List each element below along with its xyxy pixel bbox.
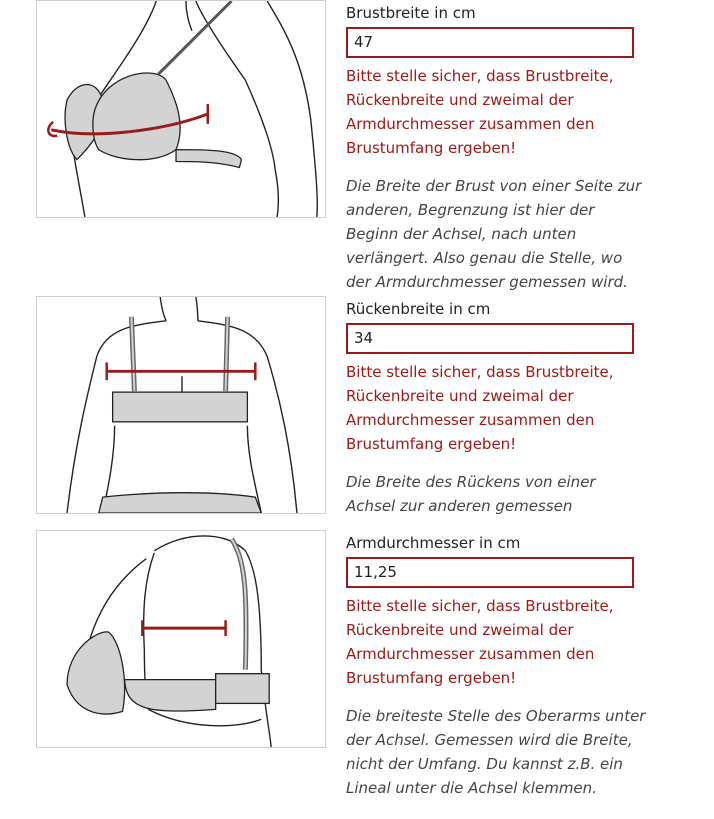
chest-width-label: Brustbreite in cm [346,4,476,22]
arm-diameter-field-group [346,533,646,800]
arm-diameter-help: Die breiteste Stelle des Oberarms unter der Achsel. Gemessen wird die Breite, nicht der Umfang. Du kannst z.B. ein Lineal unter die Achsel klemmen. [346,707,646,797]
back-width-help: Die Breite des Rückens von einer Achsel zur anderen gemessen [346,473,596,515]
chest-width-error: Bitte stelle sicher, dass Brustbreite, Rückenbreite und zweimal der Armdurchmesser zusammen den Brustumfang ergeben! [346,67,614,157]
chest-width-illustration [36,0,326,218]
arm-diameter-error: Bitte stelle sicher, dass Brustbreite, Rückenbreite und zweimal der Armdurchmesser zusammen den Brustumfang ergeben! [346,597,614,687]
chest-width-field-group [346,3,642,294]
arm-diameter-label: Armdurchmesser in cm [346,534,521,552]
back-width-illustration [36,296,326,514]
chest-width-help: Die Breite der Brust von einer Seite zur anderen, Begrenzung ist hier der Beginn der Achsel, nach unten verlängert. Also genau die Stelle, wo der Armdurchmesser gemessen wird. [346,177,642,291]
back-width-field-group [346,299,634,518]
back-width-label: Rückenbreite in cm [346,300,491,318]
arm-diameter-illustration [36,530,326,748]
chest-width-input[interactable]: 47 [346,27,634,58]
back-width-error: Bitte stelle sicher, dass Brustbreite, Rückenbreite und zweimal der Armdurchmesser zusammen den Brustumfang ergeben! [346,363,614,453]
back-width-input[interactable]: 34 [346,323,634,354]
arm-diameter-input[interactable]: 11,25 [346,557,634,588]
